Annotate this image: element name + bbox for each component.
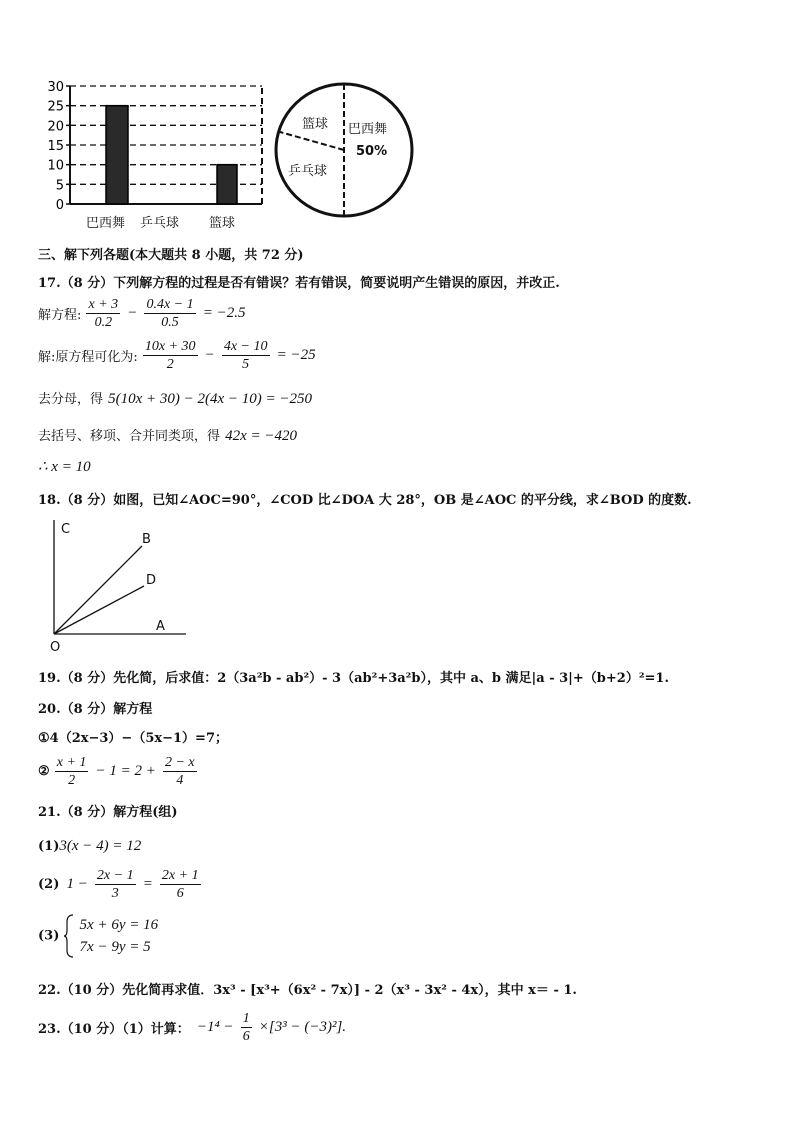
q17-step3: ∴ x = 10	[38, 459, 91, 475]
q17-equation: 解方程: $\frac{x + 3}{0.2}$ − $\frac{0.4x - 1}{0.5}$ = −2.5	[38, 297, 246, 330]
point-label-o: O	[50, 640, 61, 655]
fraction: $\frac{10x + 30}{2}$	[144, 339, 196, 372]
q17-eq-label: 解方程:	[38, 308, 82, 323]
pie-label-percent: 50%	[356, 144, 388, 159]
fraction: $\frac{1}{6}$	[242, 1011, 250, 1044]
bar-chart	[40, 74, 270, 232]
bar-chart-y-tick-label: 30	[47, 80, 64, 95]
q20-part2: ② $\frac{x + 1}{2}$ − 1 = 2 + $\frac{2 - x}{4}$	[38, 755, 195, 788]
point-label-b: B	[142, 532, 151, 547]
bar-chart-y-ticks	[47, 80, 70, 213]
fraction: $\frac{2x - 1}{3}$	[96, 868, 134, 901]
q21-part1: (1)3(x − 4) = 12	[38, 838, 142, 854]
question-17-prompt: 17.（8 分）下列解方程的过程是否有错误？若有错误，简要说明产生错误的原因，并改正.	[38, 276, 560, 291]
bar	[106, 106, 128, 204]
bar-chart-y-tick-label: 25	[47, 99, 64, 115]
q17-solution-line: 解:原方程可化为: $\frac{10x + 30}{2}$ − $\frac{4x - 10}{5}$ = −25	[38, 339, 316, 372]
question-21-prompt: 21.（8 分）解方程(组)	[38, 805, 178, 820]
bar	[217, 165, 237, 204]
point-label-a: A	[156, 619, 165, 634]
bar-chart-bars	[106, 106, 237, 204]
fraction: $\frac{0.4x - 1}{0.5}$	[146, 297, 194, 330]
q17-sol-label: 解:原方程可化为:	[38, 350, 138, 365]
bar-chart-y-tick-label: 0	[55, 198, 64, 213]
section-heading: 三、解下列各题(本大题共 8 小题，共 72 分)	[38, 248, 304, 263]
ray-ob	[54, 546, 142, 634]
fraction: $\frac{x + 3}{0.2}$	[88, 297, 119, 330]
question-22-prompt: 22.（10 分）先化简再求值．3x³ - [x³+（6x² - 7x）] - 2（x³ - 3x² - 4x），其中 x＝ - 1.	[38, 983, 577, 998]
pie-slice-divider	[280, 132, 344, 150]
point-label-c: C	[61, 522, 71, 537]
fraction: $\frac{2 - x}{4}$	[164, 755, 195, 788]
bar-category-label: 乒乓球	[140, 216, 180, 231]
bar-chart-y-tick-label: 20	[47, 119, 64, 135]
q17-step1: 去分母，得 5(10x + 30) − 2(4x − 10) = −250	[38, 391, 313, 407]
left-brace	[64, 914, 74, 958]
fraction: $\frac{2x + 1}{6}$	[161, 868, 199, 901]
question-18-prompt: 18.（8 分）如图，已知∠AOC=90°，∠COD 比∠DOA 大 28°，OB 是∠AOC 的平分线，求∠BOD 的度数.	[38, 493, 692, 508]
bar-chart-y-tick-label: 15	[47, 139, 64, 154]
point-label-d: D	[146, 573, 157, 588]
bar-chart-y-tick-label: 10	[47, 158, 64, 174]
pie-label-samba: 巴西舞	[348, 122, 388, 137]
angle-diagram	[40, 516, 200, 656]
q21-part3: (3) 5x + 6y = 16 7x − 9y = 5	[38, 914, 158, 958]
question-23: 23.（10 分）（1）计算： −1⁴ − $\frac{1}{6}$ ×[3³ − (−3)²].	[38, 1011, 347, 1044]
question-20-prompt: 20.（8 分）解方程	[38, 702, 153, 717]
q17-step2: 去括号、移项、合并同类项，得 42x = −420	[38, 428, 298, 444]
question-23-prompt: 23.（10 分）（1）计算：	[38, 1022, 190, 1037]
pie-chart	[272, 80, 418, 222]
pie-label-pingpong: 乒乓球	[288, 164, 328, 179]
bar-category-label: 巴西舞	[86, 216, 126, 231]
fraction: $\frac{x + 1}{2}$	[56, 755, 87, 788]
fraction: $\frac{4x - 10}{5}$	[223, 339, 268, 372]
question-19-prompt: 19.（8 分）先化简，后求值：2（3a²b - ab²）- 3（ab²+3a²b），其中 a、b 满足|a - 3|+（b+2）²=1.	[38, 671, 669, 686]
equation-system: 5x + 6y = 16 7x − 9y = 5	[64, 914, 158, 958]
q21-part2: (2) 1 − $\frac{2x - 1}{3}$ = $\frac{2x + 1}{6}$	[38, 868, 199, 901]
bar-category-label: 篮球	[209, 216, 236, 231]
ray-od	[54, 586, 144, 634]
bar-chart-y-tick-label: 5	[55, 178, 64, 194]
pie-label-basketball: 篮球	[302, 117, 329, 132]
q20-part1: ①4（2x−3）−（5x−1）=7；	[38, 731, 228, 746]
